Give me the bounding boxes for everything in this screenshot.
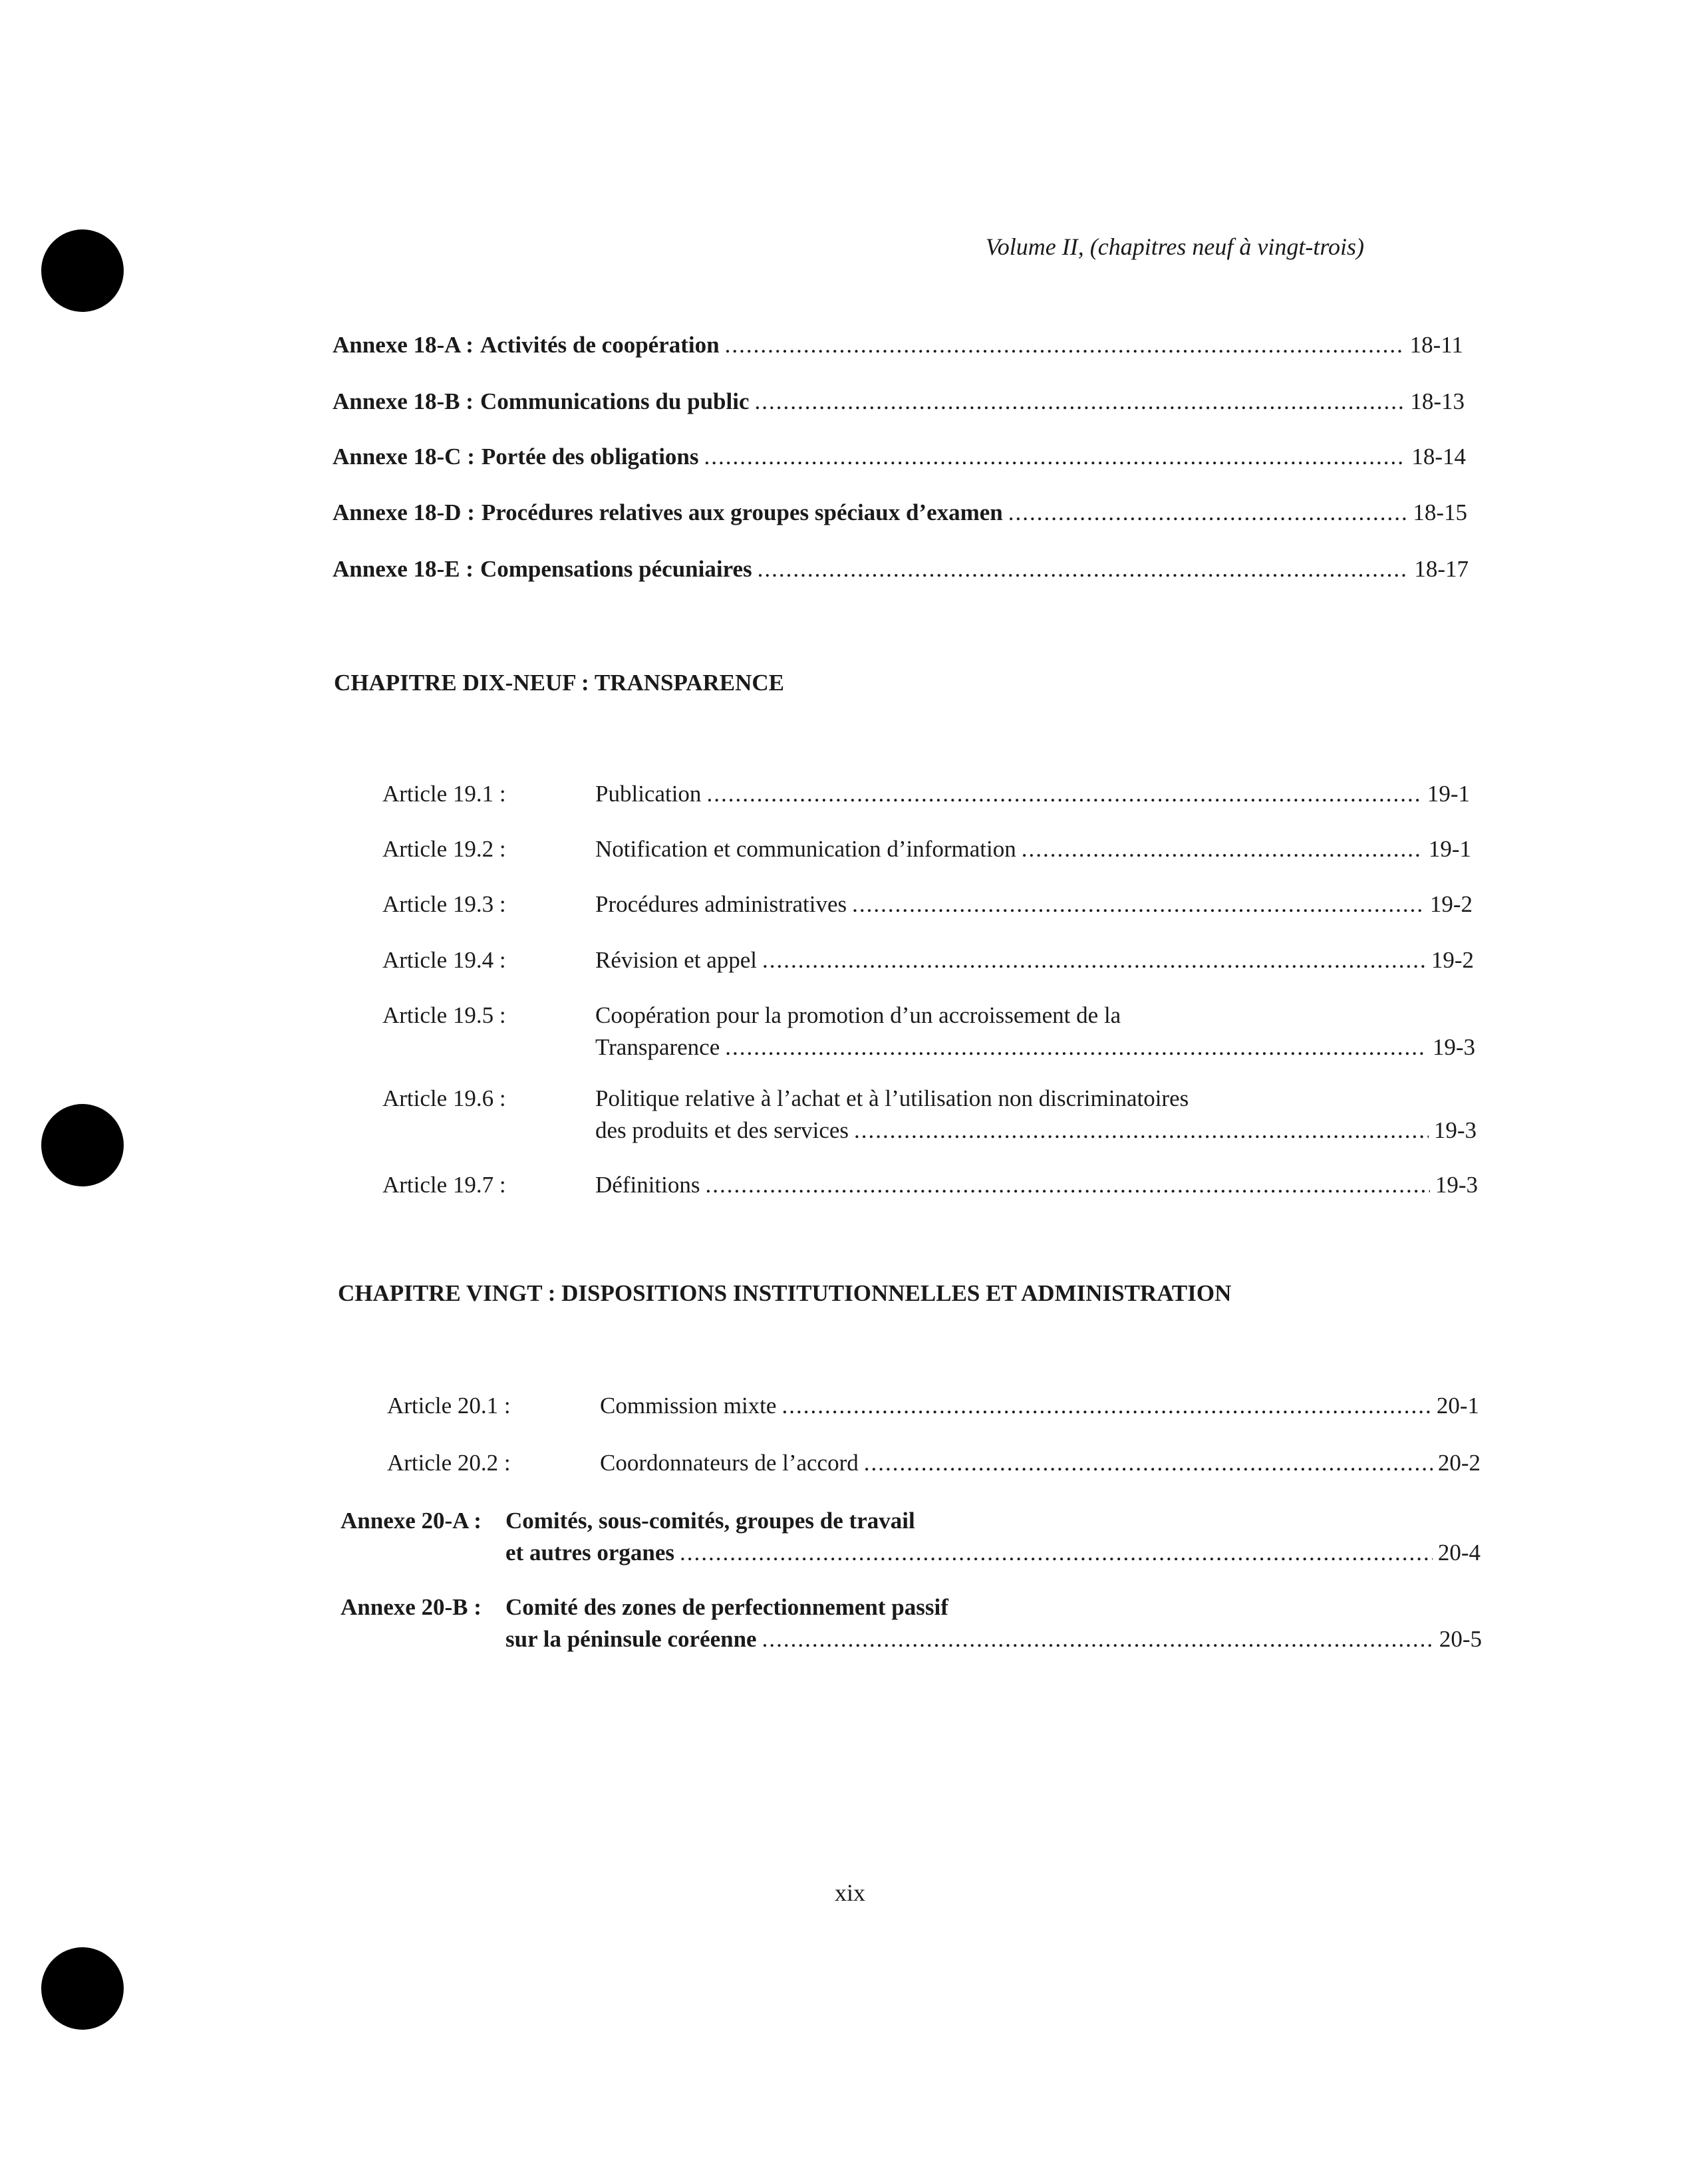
dot-leader	[755, 386, 1405, 418]
chapter-20-heading: CHAPITRE VINGT : DISPOSITIONS INSTITUTIONNELLES ET ADMINISTRATION	[338, 1280, 1232, 1306]
running-title: Volume II, (chapitres neuf à vingt-trois)	[985, 233, 1364, 260]
toc-annex-18-c	[333, 441, 1466, 473]
page-ref: 18-15	[1413, 499, 1467, 525]
article-number: Article 19.6 :	[382, 1085, 506, 1111]
article-title-line-1: Politique relative à l’achat et à l’utilisation non discriminatoires	[595, 1085, 1189, 1111]
chapter-19-heading: CHAPITRE DIX-NEUF : TRANSPARENCE	[334, 670, 785, 696]
page-ref: 19-3	[1433, 1117, 1477, 1143]
dot-leader	[1008, 497, 1408, 529]
article-title: Procédures administratives	[595, 891, 847, 917]
annex-label: Annexe 18-C :	[333, 444, 475, 470]
annex-label: Annexe 18-A :	[333, 332, 474, 358]
toc-article-19-5	[382, 1000, 1475, 1063]
annex-title-line-1: Comité des zones de perfectionnement passif	[505, 1594, 948, 1620]
toc-annex-18-a	[333, 329, 1463, 361]
toc-annex-18-e	[333, 553, 1469, 585]
page-ref: 19-3	[1435, 1172, 1478, 1198]
annex-title: Communications du public	[480, 388, 750, 414]
toc-article-19-3	[382, 888, 1473, 920]
article-number: Article 19.7 :	[382, 1172, 506, 1198]
toc-annex-20-a	[341, 1505, 1481, 1569]
annex-label: Annexe 18-D :	[333, 499, 475, 525]
article-number: Article 19.2 :	[382, 836, 506, 862]
dot-leader	[725, 329, 1405, 361]
page-ref: 18-17	[1414, 556, 1469, 582]
page-ref: 18-11	[1409, 332, 1463, 358]
article-number: Article 20.1 :	[387, 1393, 511, 1419]
annex-title-line-2: sur la péninsule coréenne	[505, 1626, 757, 1652]
page-ref: 19-1	[1427, 781, 1470, 807]
annex-label: Annexe 20-A :	[341, 1508, 482, 1534]
article-number: Article 19.5 :	[382, 1002, 506, 1028]
annex-title: Activités de coopération	[480, 332, 720, 358]
punch-hole-bottom	[41, 1947, 124, 2030]
article-title: Publication	[595, 781, 702, 807]
punch-hole-middle	[41, 1104, 124, 1186]
page-ref: 18-13	[1410, 388, 1465, 414]
annex-title-line-2: et autres organes	[505, 1540, 675, 1566]
dot-leader	[725, 1031, 1427, 1063]
annex-title-line-1: Comités, sous-comités, groupes de travail	[505, 1508, 915, 1534]
page-ref: 20-4	[1437, 1540, 1481, 1566]
article-number: Article 19.1 :	[382, 781, 506, 807]
toc-article-19-7	[382, 1169, 1478, 1201]
annex-label: Annexe 18-B :	[333, 388, 474, 414]
page-ref: 19-2	[1431, 947, 1474, 973]
annex-title: Portée des obligations	[481, 444, 699, 470]
dot-leader	[854, 1115, 1429, 1147]
page-ref: 20-2	[1437, 1450, 1481, 1476]
article-title: Notification et communication d’information	[595, 836, 1016, 862]
page-ref: 20-1	[1436, 1393, 1479, 1419]
article-number: Article 19.4 :	[382, 947, 506, 973]
toc-annex-20-b	[341, 1591, 1482, 1655]
dot-leader	[762, 944, 1426, 976]
page-number: xix	[835, 1879, 866, 1906]
dot-leader	[706, 778, 1421, 810]
dot-leader	[758, 553, 1409, 585]
dot-leader	[705, 1169, 1429, 1201]
annex-label: Annexe 20-B :	[341, 1594, 482, 1620]
page-ref: 19-3	[1432, 1034, 1475, 1060]
article-title-line-2: Transparence	[595, 1034, 720, 1060]
dot-leader	[1022, 833, 1423, 865]
punch-hole-top	[41, 229, 124, 312]
article-number: Article 20.2 :	[387, 1450, 511, 1476]
dot-leader	[864, 1447, 1433, 1479]
toc-article-19-2	[382, 833, 1471, 865]
toc-article-19-4	[382, 944, 1474, 976]
article-title-line-1: Coopération pour la promotion d’un accroissement de la	[595, 1002, 1121, 1028]
page-ref: 19-1	[1428, 836, 1471, 862]
article-title: Commission mixte	[600, 1393, 777, 1419]
article-title-line-2: des produits et des services	[595, 1117, 849, 1143]
page-ref: 18-14	[1411, 444, 1466, 470]
article-title: Définitions	[595, 1172, 700, 1198]
article-title: Coordonnateurs de l’accord	[600, 1450, 859, 1476]
dot-leader	[680, 1537, 1433, 1569]
toc-article-19-6	[382, 1083, 1477, 1147]
toc-article-19-1	[382, 778, 1470, 810]
annex-title: Procédures relatives aux groupes spéciaux d’examen	[481, 499, 1003, 525]
toc-article-20-1	[387, 1390, 1479, 1422]
annex-title: Compensations pécuniaires	[480, 556, 752, 582]
dot-leader	[704, 441, 1407, 473]
dot-leader	[852, 888, 1425, 920]
dot-leader	[781, 1390, 1431, 1422]
article-number: Article 19.3 :	[382, 891, 506, 917]
toc-annex-18-b	[333, 386, 1465, 418]
annex-label: Annexe 18-E :	[333, 556, 474, 582]
toc-annex-18-d	[333, 497, 1467, 529]
page-ref: 19-2	[1429, 891, 1473, 917]
toc-article-20-2	[387, 1447, 1481, 1479]
article-title: Révision et appel	[595, 947, 758, 973]
page-ref: 20-5	[1439, 1626, 1482, 1652]
dot-leader	[762, 1623, 1434, 1655]
